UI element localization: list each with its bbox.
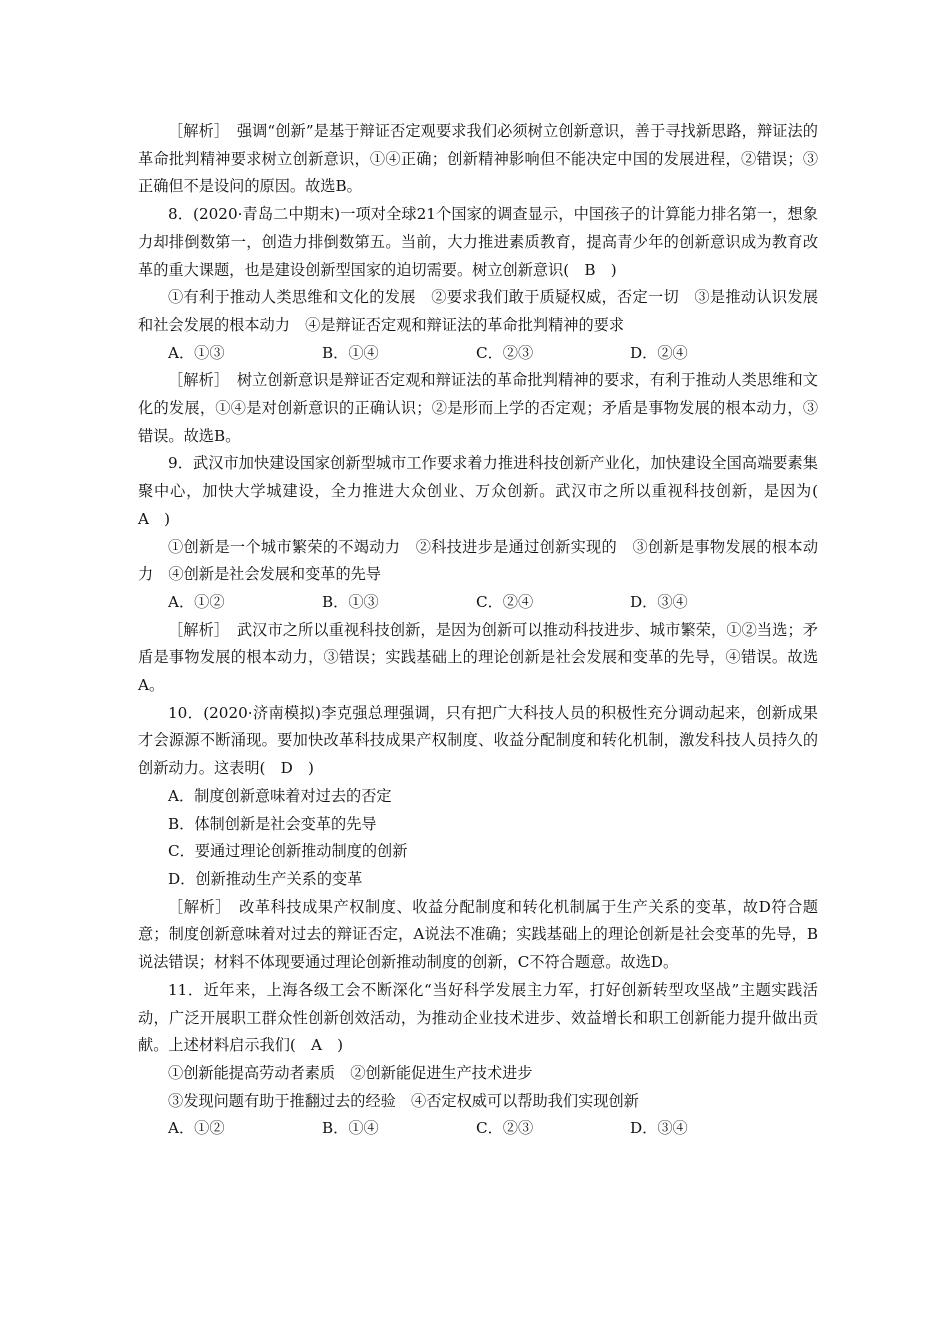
choice-b: B．①③ (322, 592, 379, 611)
question-10-option-c: C．要通过理论创新推动制度的创新 (168, 842, 408, 861)
choice-c: C．②③ (476, 1119, 534, 1138)
choice-c: C．②③ (476, 343, 534, 362)
question-10-option-d: D．创新推动生产关系的变革 (168, 869, 363, 888)
question-8-choices (138, 340, 818, 368)
question-10-stem: 10．(2020·济南模拟)李克强总理强调，只有把广大科技人员的积极性充分调动起来，创新成果才会源源不断涌现。要加快改革科技成果产权制度、收益分配制度和转化机制，激发科技人员持久的创新动力。这表明( D ) (138, 703, 818, 778)
question-9-choices (138, 589, 818, 617)
choice-a: A．①② (168, 1119, 225, 1138)
choice-c: C．②④ (476, 592, 534, 611)
analysis-9: ［解析］ 武汉市之所以重视科技创新，是因为创新可以推动科技进步、城市繁荣，①②当选；矛盾是事物发展的根本动力，③错误；实践基础上的理论创新是社会发展和变革的先导，④错误。故选A。 (138, 620, 818, 695)
question-11-choices (138, 1115, 818, 1143)
question-10-option-b: B．体制创新是社会变革的先导 (168, 814, 377, 833)
analysis-7: ［解析］ 强调“创新”是基于辩证否定观要求我们必须树立创新意识，善于寻找新思路，辩证法的革命批判精神要求树立创新意识，①④正确；创新精神影响但不能决定中国的发展进程，②错误；③正确但不是设问的原因。故选B。 (138, 122, 818, 196)
analysis-10: ［解析］ 改革科技成果产权制度、收益分配制度和转化机制属于生产关系的变革，故D符合题意；制度创新意味着对过去的辩证否定，A说法不准确；实践基础上的理论创新是社会变革的先导，B说法错误；材料不体现要通过理论创新推动制度的创新，C不符合题意。故选D。 (138, 897, 818, 972)
choice-b: B．①④ (322, 1119, 379, 1138)
question-10-option-a: A．制度创新意味着对过去的否定 (168, 786, 392, 805)
question-8-stem: 8．(2020·青岛二中期末)一项对全球21个国家的调查显示，中国孩子的计算能力排名第一，想象力却排倒数第一，创造力排倒数第五。当前，大力推进素质教育，提高青少年的创新意识成为教育改革的重大课题，也是建设创新型国家的迫切需要。树立创新意识( B ) (138, 205, 818, 279)
choice-a: A．①② (168, 592, 225, 611)
document-page (138, 118, 834, 1143)
question-11-stem: 11．近年来，上海各级工会不断深化“当好科学发展主力军，打好创新转型攻坚战”主题实践活动，广泛开展职工群众性创新创效活动，为推动企业技术进步、效益增长和职工创新能力提升做出贡献。上述材料启示我们( A ) (138, 980, 818, 1055)
question-9-statements: ①创新是一个城市繁荣的不竭动力 ②科技进步是通过创新实现的 ③创新是事物发展的根本动力 ④创新是社会发展和变革的先导 (138, 537, 818, 584)
choice-a: A．①③ (168, 343, 225, 362)
analysis-8: ［解析］ 树立创新意识是辩证否定观和辩证法的革命批判精神的要求，有利于推动人类思维和文化的发展，①④是对创新意识的正确认识；②是形而上学的否定观；矛盾是事物发展的根本动力，③错误。故选B。 (138, 371, 818, 445)
choice-d: D．③④ (630, 1119, 688, 1138)
choice-d: D．②④ (630, 343, 688, 362)
question-11-statements-2: ③发现问题有助于推翻过去的经验 ④否定权威可以帮助我们实现创新 (168, 1091, 639, 1110)
question-9-stem: 9．武汉市加快建设国家创新型城市工作要求着力推进科技创新产业化，加快建设全国高端要素集聚中心，加快大学城建设，全力推进大众创业、万众创新。武汉市之所以重视科技创新，是因为( A ) (138, 454, 834, 528)
choice-b: B．①④ (322, 343, 379, 362)
question-11-statements-1: ①创新能提高劳动者素质 ②创新能促进生产技术进步 (168, 1063, 533, 1082)
question-8-statements: ①有利于推动人类思维和文化的发展 ②要求我们敢于质疑权威，否定一切 ③是推动认识发展和社会发展的根本动力 ④是辩证否定观和辩证法的革命批判精神的要求 (138, 288, 818, 334)
choice-d: D．③④ (630, 592, 688, 611)
